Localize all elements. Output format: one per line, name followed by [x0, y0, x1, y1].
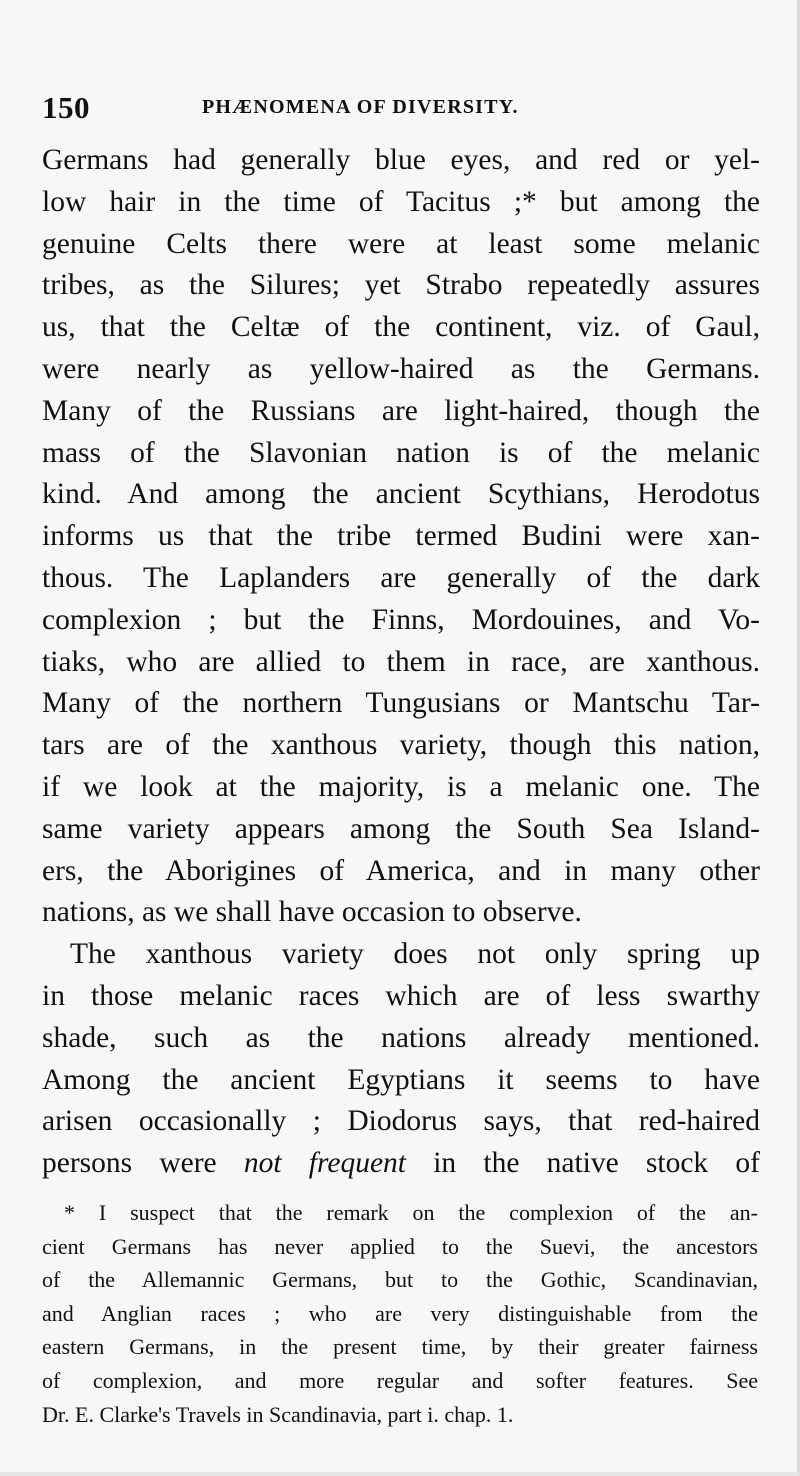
- text-line: genuine Celts there were at least some melanic: [42, 227, 760, 260]
- footnote-line: of complexion, and more regular and softer features. See: [42, 1367, 758, 1393]
- running-head: PHÆNOMENA OF DIVERSITY.: [202, 96, 519, 118]
- page-header: [42, 90, 762, 126]
- page-number: 150: [42, 90, 90, 125]
- text-line: arisen occasionally ; Diodorus says, that red-haired: [42, 1105, 760, 1138]
- text-line: tiaks, who are allied to them in race, are xanthous.: [42, 645, 760, 678]
- text-line: tars are of the xanthous variety, though this nation,: [42, 729, 760, 762]
- body-text: [42, 140, 760, 1185]
- text-segment: persons were: [42, 1147, 244, 1180]
- text-line: were nearly as yellow-haired as the Germans.: [42, 352, 760, 385]
- text-segment: in the native stock of: [406, 1147, 760, 1180]
- text-line-paragraph-start: The xanthous variety does not only spring up: [70, 938, 760, 971]
- text-line: tribes, as the Silures; yet Strabo repeatedly assures: [42, 269, 760, 302]
- text-line: same variety appears among the South Sea Island-: [42, 812, 760, 845]
- footnote: [42, 1196, 758, 1431]
- text-line: kind. And among the ancient Scythians, Herodotus: [42, 478, 760, 511]
- footnote-line: cient Germans has never applied to the Suevi, the ancestors: [42, 1233, 758, 1259]
- footnote-line: and Anglian races ; who are very distinguishable from the: [42, 1300, 758, 1326]
- text-line: informs us that the tribe termed Budini were xan-: [42, 520, 760, 553]
- text-line: complexion ; but the Finns, Mordouines, and Vo-: [42, 603, 760, 636]
- text-line: if we look at the majority, is a melanic one. The: [42, 770, 760, 803]
- text-line: in those melanic races which are of less swarthy: [42, 979, 760, 1012]
- text-line: low hair in the time of Tacitus ;* but among the: [42, 185, 760, 218]
- italic-phrase: not frequent: [243, 1147, 406, 1180]
- footnote-line: * I suspect that the remark on the complexion of the an-: [64, 1200, 758, 1225]
- text-line-final: [42, 1143, 760, 1185]
- text-line: Many of the northern Tungusians or Mantschu Tar-: [42, 687, 760, 720]
- footnote-line: Dr. E. Clarke's Travels in Scandinavia, part i. chap. 1.: [42, 1401, 514, 1427]
- text-line: Germans had generally blue eyes, and red or yel-: [42, 144, 760, 176]
- text-line: Among the ancient Egyptians it seems to have: [42, 1063, 760, 1096]
- text-line: nations, as we shall have occasion to observe.: [42, 896, 582, 929]
- text-line: us, that the Celtæ of the continent, viz. of Gaul,: [42, 311, 760, 344]
- text-line: Many of the Russians are light-haired, though the: [42, 394, 760, 427]
- text-line: shade, such as the nations already mentioned.: [42, 1021, 760, 1054]
- text-line: ers, the Aborigines of America, and in many other: [42, 854, 760, 887]
- footnote-line: eastern Germans, in the present time, by their greater fairness: [42, 1334, 758, 1360]
- text-line: thous. The Laplanders are generally of the dark: [42, 561, 760, 594]
- footnote-line: of the Allemannic Germans, but to the Gothic, Scandinavian,: [42, 1267, 758, 1293]
- text-line: mass of the Slavonian nation is of the melanic: [42, 436, 760, 469]
